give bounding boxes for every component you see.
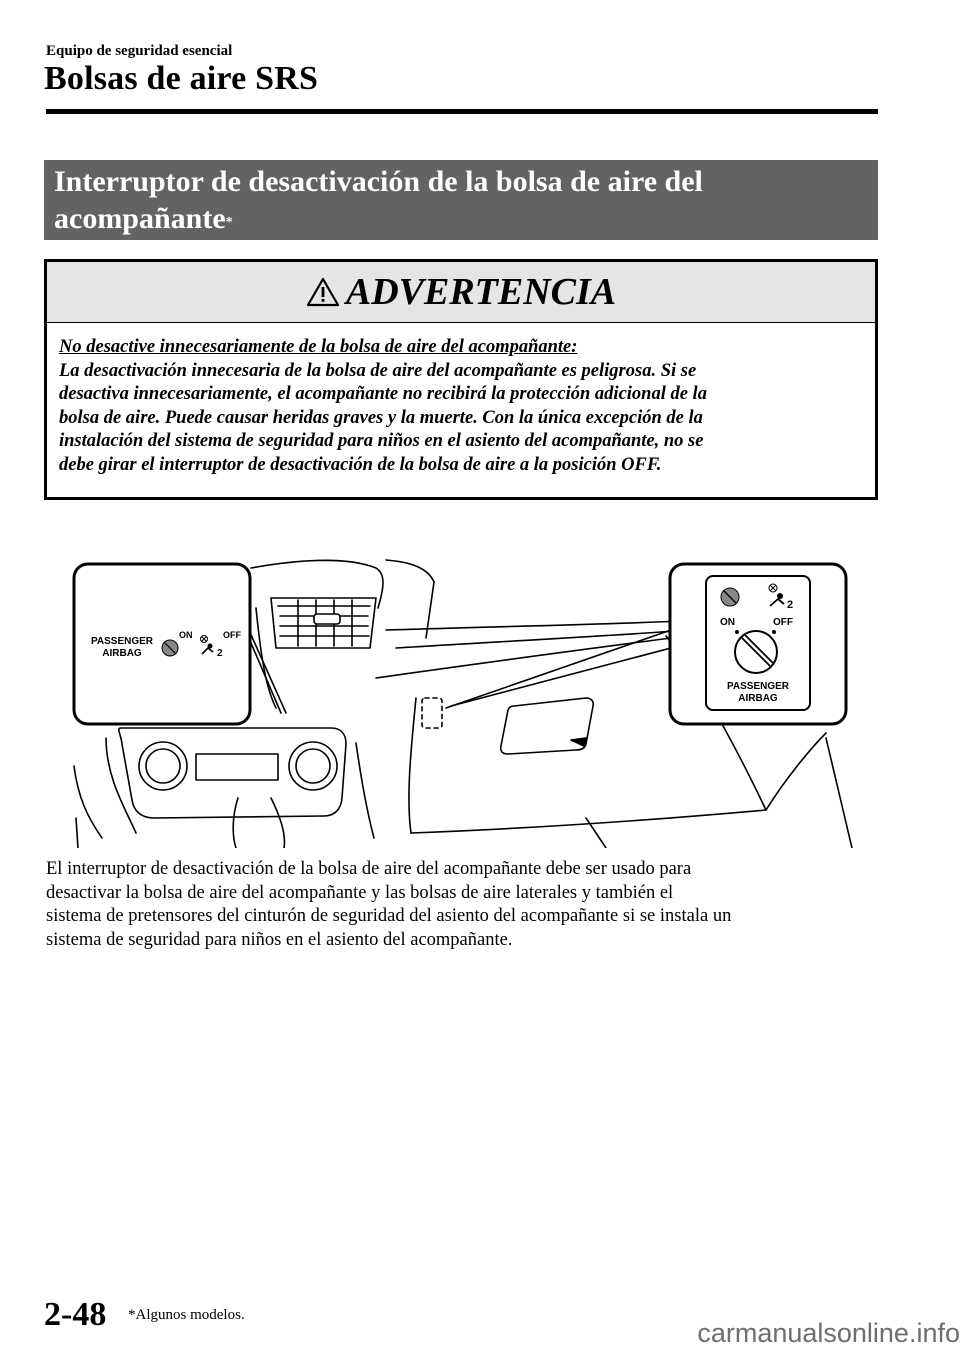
passenger-label: PASSENGER: [90, 636, 154, 647]
warning-title: ADVERTENCIA: [345, 271, 617, 313]
dashboard-illustration: [66, 548, 866, 848]
warning-line: bolsa de aire. Puede causar heridas graves y la muerte. Con la única excepción de la: [59, 407, 703, 428]
body-line: desactivar la bolsa de aire del acompañante y las bolsas de aire laterales y también el: [46, 882, 674, 903]
warning-header: [47, 262, 875, 323]
callout-left: [74, 564, 250, 724]
off-label: OFF: [223, 630, 241, 640]
body-paragraph: [46, 858, 886, 952]
off-label: OFF: [773, 617, 793, 628]
section-heading: Interruptor de desactivación de la bolsa de aire del acompañante: [54, 165, 703, 235]
page-title: Bolsas de aire SRS: [44, 60, 319, 97]
airbag-on-icon: [162, 640, 178, 656]
body-line: sistema de pretensores del cinturón de seguridad del asiento del acompañante si se instala un: [46, 906, 732, 926]
watermark: carmanualsonline.info: [697, 1318, 960, 1348]
airbag-label: AIRBAG: [102, 648, 142, 659]
passenger-label: PASSENGER: [726, 681, 790, 692]
callout-right: [670, 564, 846, 724]
warning-box: [44, 259, 878, 500]
on-label: ON: [179, 630, 193, 640]
key-dial-icon: [735, 631, 777, 673]
footnote-marker: *: [225, 215, 233, 230]
warning-body: [47, 323, 875, 477]
warning-lead: No desactive innecesariamente de la bolsa de aire del acompañante:: [59, 337, 578, 357]
body-line: sistema de seguridad para niños en el asiento del acompañante.: [46, 929, 513, 950]
warning-line: La desactivación innecesaria de la bolsa de aire del acompañante es peligrosa. Si se: [59, 360, 697, 381]
section-label: Equipo de seguridad esencial: [46, 43, 233, 59]
warning-line: debe girar el interruptor de desactivación de la bolsa de aire a la posición OFF.: [59, 454, 662, 475]
footnote: *Algunos modelos.: [128, 1307, 245, 1323]
title-divider: [46, 109, 878, 114]
warning-triangle-icon: [306, 277, 340, 307]
number-label: 2: [787, 599, 794, 611]
page-number: 2-48: [44, 1296, 107, 1333]
section-banner: [44, 160, 878, 240]
number-label: 2: [217, 648, 223, 659]
warning-line: instalación del sistema de seguridad para niños en el asiento del acompañante, no se: [59, 431, 704, 451]
airbag-label: AIRBAG: [738, 693, 778, 704]
warning-line: desactiva innecesariamente, el acompañante no recibirá la protección adicional de la: [59, 384, 707, 404]
on-label: ON: [720, 617, 735, 628]
body-line: El interruptor de desactivación de la bolsa de aire del acompañante debe ser usado para: [46, 859, 692, 879]
airbag-on-icon: [721, 588, 739, 606]
